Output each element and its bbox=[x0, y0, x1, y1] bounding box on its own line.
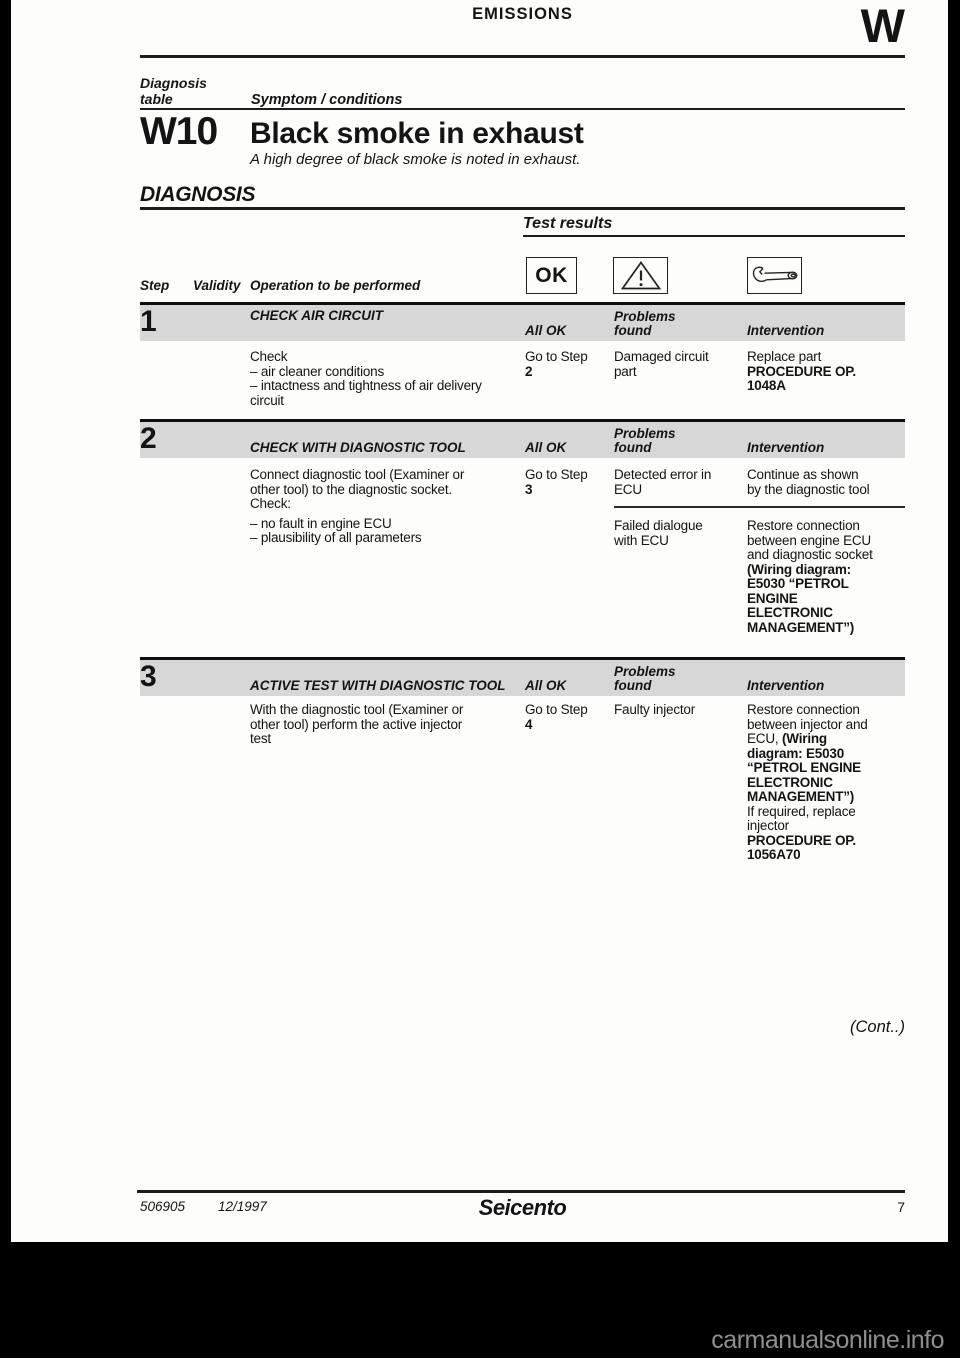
intervention-entry: Continue as shown by the diagnostic tool bbox=[747, 467, 870, 497]
operation-cell: With the diagnostic tool (Examiner or other tool) perform the active injector test bbox=[250, 702, 464, 746]
diagnosis-code: W10 bbox=[140, 110, 218, 153]
page-section-title: EMISSIONS bbox=[472, 5, 573, 23]
divider bbox=[140, 108, 905, 110]
step-body-row bbox=[140, 703, 905, 863]
step-band bbox=[140, 657, 905, 696]
problem-entry: Detected error in ECU bbox=[614, 467, 712, 497]
all-ok-cell: Go to Step 4 bbox=[525, 702, 588, 732]
divider bbox=[137, 1190, 905, 1193]
step-title: CHECK AIR CIRCUIT bbox=[250, 308, 383, 323]
problems-cell: Damaged circuit part bbox=[614, 349, 709, 379]
intervention-cell: Replace part PROCEDURE OP. 1048A bbox=[747, 349, 856, 393]
footer-date: 12/1997 bbox=[218, 1199, 267, 1214]
all-ok-cell: Go to Step 2 bbox=[525, 349, 588, 379]
section-letter: W bbox=[860, 0, 905, 52]
problems-row-divider bbox=[614, 506, 905, 508]
footer-doc-number: 506905 bbox=[140, 1199, 186, 1214]
divider bbox=[523, 235, 905, 237]
step-band bbox=[140, 419, 905, 458]
step-number: 2 bbox=[140, 422, 157, 455]
all-ok-column-label: All OK bbox=[525, 323, 567, 338]
problems-column-label: Problems found bbox=[614, 309, 676, 338]
step-band bbox=[140, 302, 905, 341]
footer-page-number: 7 bbox=[897, 1199, 905, 1215]
step-body-row bbox=[140, 468, 905, 635]
watermark: carmanualsonline.info bbox=[711, 1326, 944, 1354]
problems-column-label: Problems found bbox=[614, 426, 676, 455]
ok-label: OK bbox=[535, 263, 568, 287]
step-number: 1 bbox=[140, 305, 157, 338]
intervention-column-label: Intervention bbox=[747, 678, 825, 693]
operation-cell: Connect diagnostic tool (Examiner or other tool) to the diagnostic socket. Check: – no fault in engine ECU – plausibility of all parameters bbox=[250, 467, 465, 545]
symptom-description: A high degree of black smoke is noted in exhaust. bbox=[250, 151, 581, 168]
intervention-column-label: Intervention bbox=[747, 440, 825, 455]
intervention-cell: Restore connection between injector and ECU, (Wiring diagram: E5030 “PETROL ENGINE ELECTRONIC MANAGEMENT”) If required, replace injector PROCEDURE OP. 1056A70 bbox=[747, 702, 868, 862]
problems-cell bbox=[614, 468, 747, 635]
all-ok-cell: Go to Step 3 bbox=[525, 467, 588, 497]
step-body-row bbox=[140, 350, 905, 408]
step-number: 3 bbox=[140, 660, 157, 693]
col-header-step: Step bbox=[140, 278, 170, 293]
col-header-validity: Validity bbox=[193, 278, 241, 293]
all-ok-column-label: All OK bbox=[525, 440, 567, 455]
divider bbox=[140, 55, 905, 58]
problems-column-label: Problems found bbox=[614, 664, 676, 693]
symptom-title: Black smoke in exhaust bbox=[250, 117, 584, 150]
manual-page bbox=[11, 0, 948, 1242]
all-ok-column-label: All OK bbox=[525, 678, 567, 693]
diagnosis-section-title: DIAGNOSIS bbox=[140, 183, 256, 206]
footer-model-name: Seicento bbox=[478, 1195, 567, 1220]
intervention-cell bbox=[747, 468, 905, 635]
continuation-note: (Cont..) bbox=[849, 1018, 905, 1036]
intervention-entry: Restore connection between engine ECU and diagnostic socket (Wiring diagram: E5030 “PETROL ENGINE ELECTRONIC MANAGEMENT”) bbox=[747, 518, 873, 635]
table-header-row bbox=[140, 278, 905, 293]
step-title: CHECK WITH DIAGNOSTIC TOOL bbox=[250, 440, 466, 455]
col-header-operation: Operation to be performed bbox=[250, 278, 421, 293]
step-title: ACTIVE TEST WITH DIAGNOSTIC TOOL bbox=[250, 678, 506, 693]
symptom-conditions-label: Symptom / conditions bbox=[251, 92, 403, 108]
divider bbox=[140, 207, 905, 210]
operation-cell: Check – air cleaner conditions – intactness and tightness of air delivery circuit bbox=[250, 349, 482, 408]
test-results-label: Test results bbox=[523, 215, 613, 232]
problem-entry: Failed dialogue with ECU bbox=[614, 518, 703, 548]
problems-cell: Faulty injector bbox=[614, 702, 696, 717]
intervention-column-label: Intervention bbox=[747, 323, 825, 338]
diagnosis-table-label: Diagnosis table bbox=[140, 75, 207, 107]
